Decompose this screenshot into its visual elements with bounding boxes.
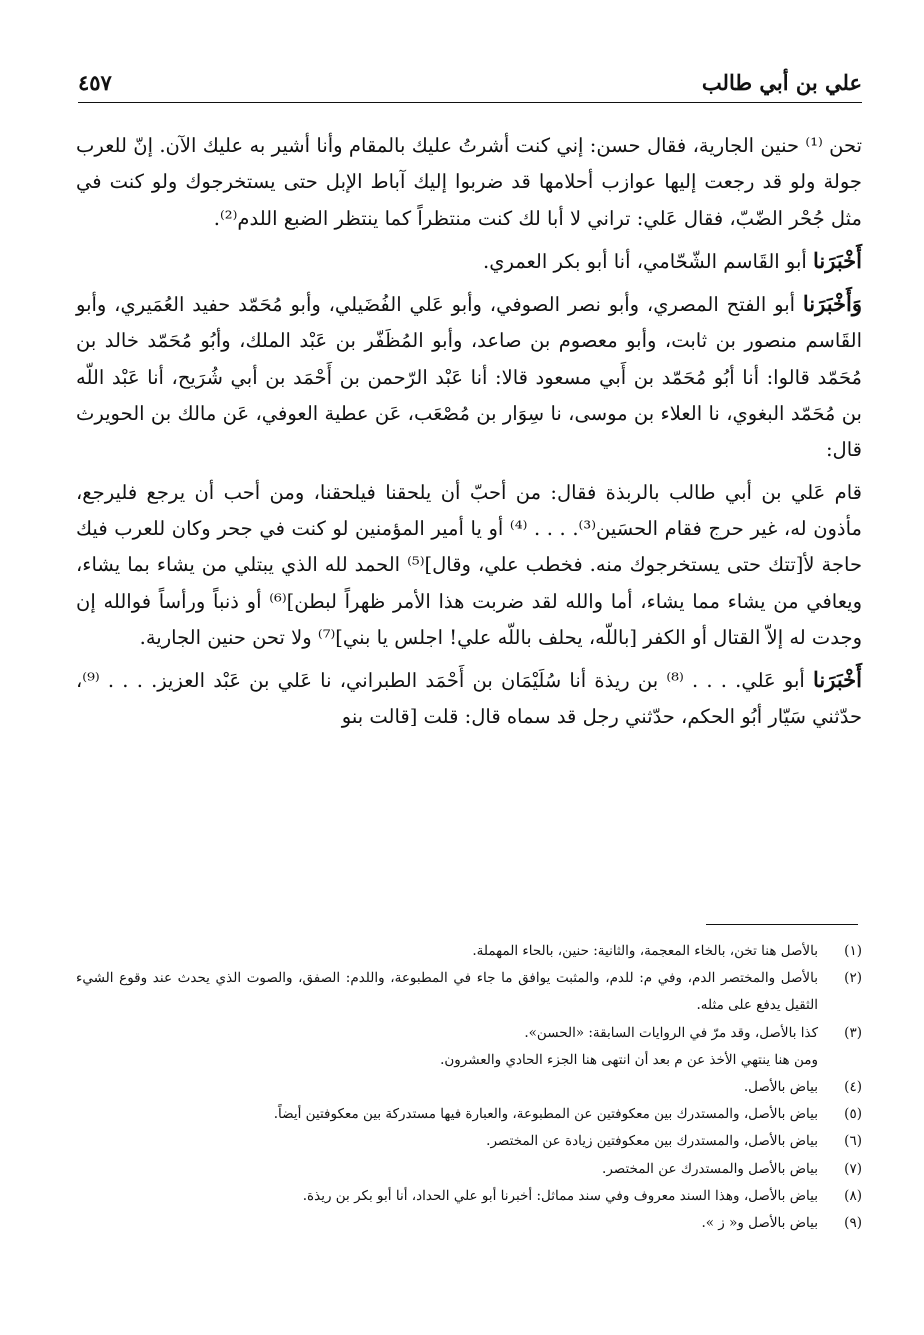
page-number: ٤٥٧ (78, 70, 112, 95)
footnote-2 (76, 965, 862, 1019)
footnote-text: بياض بالأصل، والمستدرك بين معكوفتين عن المطبوعة، والعبارة فيها مستدركة بين معكوفتين أيضاً. (273, 1106, 818, 1123)
footnote-text: بياض بالأصل، وهذا السند معروف وفي سند مماثل: أخبرنا أبو علي الحداد، أنا أبو بكر بن ريذة. (302, 1187, 818, 1204)
footnote-7 (76, 1156, 862, 1183)
footnote-number: (٥) (844, 1106, 862, 1123)
footnote-5 (76, 1101, 862, 1128)
paragraph-2-text: أبو القَاسم الشّحّامي، أنا أبو بكر العمري. (483, 249, 807, 273)
footnote-6 (76, 1128, 862, 1155)
footnote-number: (٦) (844, 1133, 862, 1150)
paragraph-4-text: قام عَلي بن أبي طالب بالربذة فقال: من أحبّ أن يلحقنا فيلحقنا، ومن أحب أن يرجع فليرجع، مأذون له، غير حرج فقام الحسَين⁽³⁾. . . . ⁽⁴⁾ أو يا أمير المؤمنين لو كنت في جحر وكان للعرب فيك حاجة لأ[تتك حتى يستخرجوك منه. فخطب علي، وقال]⁽⁵⁾ الحمد لله الذي يبتلي من يشاء بما يشاء، ويعافي من يشاء مما يشاء، أما والله لقد ضربت هذا الأمر ظهراً لبطن]⁽⁶⁾ أو ذنباً ورأساً فوالله إن وجدت له إلاّ القتال أو الكفر [باللّه، يحلف باللّه علي! اجلس يا بني]⁽⁷⁾ ولا تحن حنين الجارية. (76, 480, 863, 649)
footnote-3-continuation: ومن هنا ينتهي الأخذ عن م بعد أن انتهى هنا الجزء الحادي والعشرون. (440, 1051, 818, 1068)
footnote-3 (76, 1020, 862, 1047)
isnad-lead: أَخْبَرَنا (813, 667, 862, 693)
footnote-text: بياض بالأصل. (743, 1079, 818, 1096)
paragraph-5-text: أبو عَلي. . . . ⁽⁸⁾ بن ريذة أنا سُلَيْمَان بن أَحْمَد الطبراني، نا عَلي بن عَبْد العزيز. . . . ⁽⁹⁾، حدّثني سَيّار أبُو الحكم، حدّثني رجل قد سماه قال: قلت [قالت بنو (76, 669, 862, 729)
footnote-8 (76, 1183, 862, 1210)
main-text (76, 128, 862, 736)
footnote-number: (٤) (844, 1079, 862, 1096)
isnad-lead: أَخْبَرَنا (813, 247, 862, 273)
footnote-number: (٧) (844, 1160, 862, 1177)
footnote-1 (76, 938, 862, 965)
paragraph-1-text: تحن ⁽¹⁾ حنين الجارية، فقال حسن: إني كنت أشرتُ عليك بالمقام وأنا أشير به عليك الآن. إنّ للعرب جولة ولو قد رجعت إليها عوازب أحلامها قد ضربوا إليك آباط الإبل حتى يستخرجوك ولو كنت في مثل جُحْر الضّبّ، فقال عَلي: تراني لا أبا لك كنت منتظراً كما ينتظر الضبع اللدم⁽²⁾. (76, 134, 862, 230)
footnote-4 (76, 1074, 862, 1101)
footnote-text: بالأصل والمختصر الدم، وفي م: للدم، والمثبت يوافق ما جاء في المطبوعة، واللدم: الصفق، والصوت الذي يحدث عند وقوع الشيء الثقيل يدفع على مثله. (76, 970, 818, 1014)
paragraph-3 (76, 286, 862, 468)
footnote-number: (٢) (844, 970, 862, 987)
footnote-separator (706, 924, 858, 925)
paragraph-2 (76, 243, 862, 280)
footnote-text: بياض بالأصل والمستدرك عن المختصر. (602, 1160, 818, 1177)
paragraph-3-text: أبو الفتح المصري، وأبو نصر الصوفي، وأبو عَلي الفُضَيلي، وأبو مُحَمّد حفيد العُمَيري، وأبو القَاسم منصور بن ثابت، وأبو معصوم بن صاعد، وأبو المُظَفّر بن عَبْد الملك، وأبُو مُحَمّد خالد بن مُحَمّد قالوا: أنا أبُو مُحَمّد بن أَبي مسعود قالا: أنا عَبْد الرّحمن بن أَحْمَد بن أبي شُرَيح، أنا عَبْد اللّه بن مُحَمّد البغوي، نا العلاء بن موسى، نا سِوَار بن مُصْعَب، عَن عطية العوفي، عَن مالك بن الحويرث قال: (76, 293, 862, 462)
footnote-text: كذا بالأصل، وقد مرّ في الروايات السابقة: «الحسن». (524, 1024, 818, 1041)
footnote-text: بياض بالأصل، والمستدرك بين معكوفتين زيادة عن المختصر. (486, 1133, 818, 1150)
running-title: علي بن أبي طالب (701, 70, 862, 95)
footnote-number: (١) (844, 943, 862, 959)
footnote-text: بالأصل هنا تخن، بالخاء المعجمة، والثانية: حنين، بالحاء المهملة. (472, 943, 818, 959)
footnote-9 (76, 1210, 862, 1237)
footnotes (76, 938, 862, 1237)
footnote-number: (٨) (844, 1187, 862, 1204)
paragraph-1 (76, 128, 862, 237)
paragraph-4 (76, 475, 862, 656)
page-header (78, 66, 862, 103)
footnote-number: (٩) (844, 1215, 862, 1232)
footnote-text: بياض بالأصل و« ز ». (701, 1215, 818, 1232)
paragraph-5 (76, 662, 862, 736)
footnote-number: (٣) (844, 1024, 862, 1041)
isnad-lead: وَأَخْبَرَنا (802, 291, 862, 317)
